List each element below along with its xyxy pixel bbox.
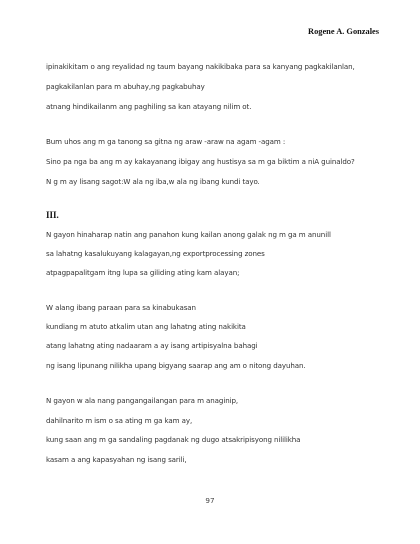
poem-line: atpagpapalitgam itng lupa sa giliding ating kam alayan; <box>46 268 240 277</box>
poem-line: N gayon hinaharap natin ang panahon kung kailan anong galak ng m ga m anunill <box>46 230 331 239</box>
poem-line: kundiang m atuto atkalim utan ang lahatng ating nakikita <box>46 322 246 331</box>
poem-line: ng isang lipunang nilikha upang bigyang saarap ang am o nitong dayuhan. <box>46 361 306 370</box>
running-header-author: Rogene A. Gonzales <box>308 27 379 36</box>
poem-line: W alang ibang paraan para sa kinabukasan <box>46 303 196 312</box>
poem-line: kung saan ang m ga sandaling pagdanak ng dugo atsakripisyong nililikha <box>46 435 301 444</box>
poem-line: pagkakilanlan para m abuhay,ng pagkabuhay <box>46 82 205 91</box>
poem-line: N gayon w ala nang pangangailangan para m anaginip, <box>46 396 239 405</box>
poem-line: Sino pa nga ba ang m ay kakayanang ibigay ang hustisya sa m ga biktim a niA guinaldo? <box>46 157 355 166</box>
section-heading: III. <box>46 210 59 220</box>
poem-line: kasam a ang kapasyahan ng isang sarili, <box>46 455 187 464</box>
poem-line: N g m ay lisang sagot:W ala ng iba,w ala ng ibang kundi tayo. <box>46 177 260 186</box>
poem-line: Bum uhos ang m ga tanong sa gitna ng araw -araw na agam -agam : <box>46 137 286 146</box>
poem-line: ipinakikitam o ang reyalidad ng taum bayang nakikibaka para sa kanyang pagkakilanlan, <box>46 62 355 71</box>
poem-line: dahilnarito m ism o sa ating m ga kam ay, <box>46 416 193 425</box>
poem-line: sa lahatng kasalukuyang kalagayan,ng exportprocessing zones <box>46 249 265 258</box>
page-number: 97 <box>205 496 215 505</box>
poem-line: atnang hindikailanm ang paghiling sa kan atayang nilim ot. <box>46 102 252 111</box>
poem-line: atang lahatng ating nadaaram a ay isang artipisyalna bahagi <box>46 341 258 350</box>
